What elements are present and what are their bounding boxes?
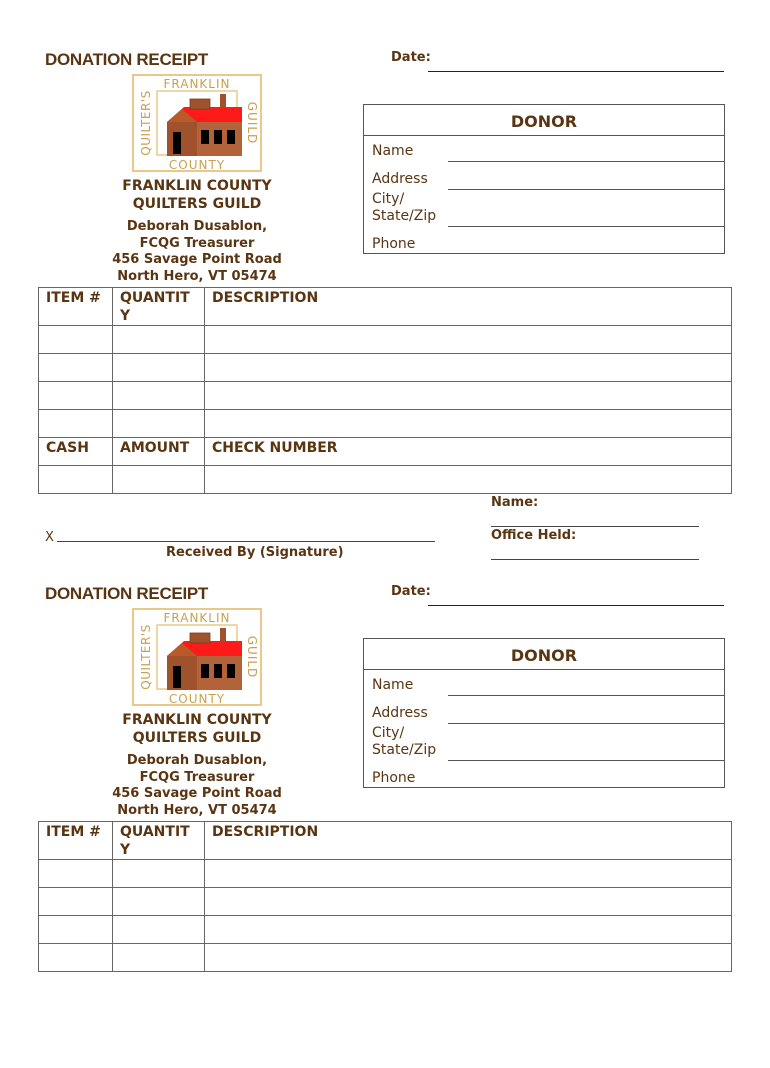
- logo-bottom-text: COUNTY: [168, 692, 226, 706]
- description-cell[interactable]: [205, 382, 732, 410]
- description-header: DESCRIPTION: [205, 822, 732, 860]
- amount-header: AMOUNT: [113, 438, 205, 466]
- donor-address-field[interactable]: [448, 189, 724, 190]
- donor-name-label: Name: [372, 143, 414, 159]
- donor-address-label: Address: [372, 705, 428, 721]
- quantity-cell[interactable]: [113, 944, 205, 972]
- logo-right-text: GUILD: [245, 635, 259, 679]
- items-header-row: [39, 822, 732, 860]
- donor-name-field[interactable]: [448, 695, 724, 696]
- description-cell[interactable]: [205, 888, 732, 916]
- logo-top-text: FRANKLIN: [163, 77, 231, 91]
- item-number-cell[interactable]: [39, 354, 113, 382]
- table-row: [39, 326, 732, 354]
- quantity-cell[interactable]: [113, 382, 205, 410]
- guild-logo: [132, 608, 262, 706]
- date-label: Date:: [391, 50, 431, 65]
- date-field[interactable]: [428, 605, 724, 606]
- cash-header: CASH: [39, 438, 113, 466]
- date-field[interactable]: [428, 71, 724, 72]
- table-row: [39, 888, 732, 916]
- table-row: [39, 944, 732, 972]
- item-number-cell[interactable]: [39, 888, 113, 916]
- item-number-cell[interactable]: [39, 916, 113, 944]
- receipt-title: DONATION RECEIPT: [45, 584, 209, 603]
- cash-cell[interactable]: [39, 466, 113, 494]
- item-number-cell[interactable]: [39, 860, 113, 888]
- item-number-header: ITEM #: [39, 822, 113, 860]
- treasurer-address: Deborah Dusablon, FCQG Treasurer 456 Savage Point Road North Hero, VT 05474: [112, 753, 282, 818]
- table-row: [39, 860, 732, 888]
- table-row: [39, 382, 732, 410]
- donor-city-label: City/: [372, 191, 405, 207]
- donor-address-label: Address: [372, 171, 428, 187]
- org-name: FRANKLIN COUNTY QUILTERS GUILD: [122, 178, 272, 212]
- item-number-header: ITEM #: [39, 288, 113, 326]
- date-label: Date:: [391, 584, 431, 599]
- signature-x: X: [45, 530, 54, 545]
- table-row: [39, 466, 732, 494]
- quantity-cell[interactable]: [113, 888, 205, 916]
- item-number-cell[interactable]: [39, 382, 113, 410]
- quantity-cell[interactable]: [113, 354, 205, 382]
- house-icon: [167, 628, 242, 690]
- amount-cell[interactable]: [113, 466, 205, 494]
- logo-bottom-text: COUNTY: [168, 158, 226, 172]
- description-cell[interactable]: [205, 354, 732, 382]
- quantity-cell[interactable]: [113, 326, 205, 354]
- quantity-cell[interactable]: [113, 860, 205, 888]
- items-header-row: [39, 288, 732, 326]
- donor-phone-label: Phone: [372, 236, 416, 252]
- description-cell[interactable]: [205, 326, 732, 354]
- logo-top-text: FRANKLIN: [163, 611, 231, 625]
- item-number-cell[interactable]: [39, 326, 113, 354]
- donor-statezip-label: State/Zip: [372, 742, 437, 758]
- logo-left-text: QUILTER'S: [139, 624, 153, 690]
- treasurer-address: Deborah Dusablon, FCQG Treasurer 456 Savage Point Road North Hero, VT 05474: [112, 219, 282, 284]
- donor-box: [363, 638, 725, 788]
- signature-caption: Received By (Signature): [166, 545, 344, 560]
- quantity-cell[interactable]: [113, 916, 205, 944]
- donor-statezip-label: State/Zip: [372, 208, 437, 224]
- donor-city-label: City/: [372, 725, 405, 741]
- donor-heading: DONOR: [364, 639, 724, 670]
- description-cell[interactable]: [205, 410, 732, 438]
- officer-name-field[interactable]: [491, 526, 699, 527]
- donor-name-field[interactable]: [448, 161, 724, 162]
- donor-phone-label: Phone: [372, 770, 416, 786]
- check-number-cell[interactable]: [205, 466, 732, 494]
- table-row: [39, 354, 732, 382]
- officer-name-label: Name:: [491, 495, 539, 510]
- cash-header-row: [39, 438, 732, 466]
- check-number-header: CHECK NUMBER: [205, 438, 732, 466]
- items-table: [38, 821, 732, 972]
- description-cell[interactable]: [205, 860, 732, 888]
- quantity-header: QUANTIT Y: [113, 822, 205, 860]
- office-held-label: Office Held:: [491, 528, 577, 543]
- table-row: [39, 916, 732, 944]
- donor-city-statezip-field[interactable]: [448, 760, 724, 761]
- table-row: [39, 410, 732, 438]
- item-number-cell[interactable]: [39, 410, 113, 438]
- org-name: FRANKLIN COUNTY QUILTERS GUILD: [122, 712, 272, 746]
- donor-box: [363, 104, 725, 254]
- description-cell[interactable]: [205, 916, 732, 944]
- receipt-title: DONATION RECEIPT: [45, 50, 209, 69]
- donor-city-statezip-field[interactable]: [448, 226, 724, 227]
- quantity-header: QUANTIT Y: [113, 288, 205, 326]
- guild-logo: [132, 74, 262, 172]
- description-header: DESCRIPTION: [205, 288, 732, 326]
- quantity-cell[interactable]: [113, 410, 205, 438]
- donor-heading: DONOR: [364, 105, 724, 136]
- logo-left-text: QUILTER'S: [139, 90, 153, 156]
- donation-receipt-copy: [0, 534, 770, 1068]
- house-icon: [167, 94, 242, 156]
- items-table: [38, 287, 732, 494]
- item-number-cell[interactable]: [39, 944, 113, 972]
- donor-name-label: Name: [372, 677, 414, 693]
- donor-address-field[interactable]: [448, 723, 724, 724]
- description-cell[interactable]: [205, 944, 732, 972]
- logo-right-text: GUILD: [245, 101, 259, 145]
